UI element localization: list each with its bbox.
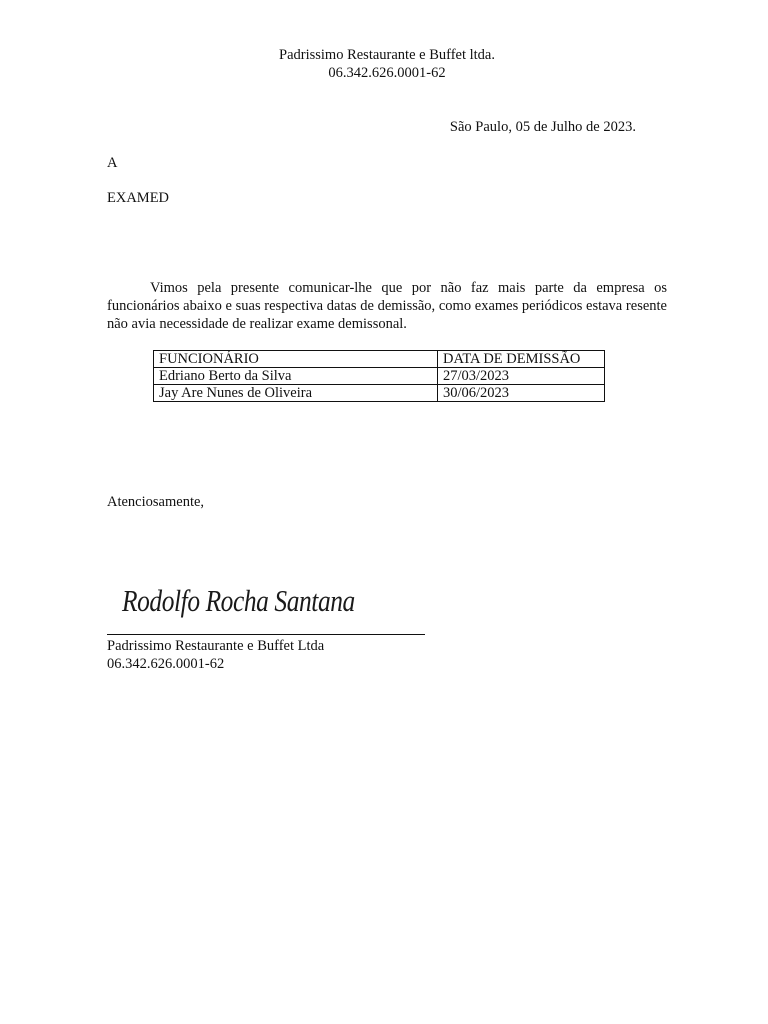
body-paragraph: Vimos pela presente comunicar-lhe que por não faz mais parte da empresa os funcionários abaixo e suas respectiva datas de demissão, como exames periódicos estava resente não avia necessidade de realizar exame demissonal. (107, 280, 667, 332)
dismissal-date: 27/03/2023 (438, 368, 605, 385)
signature: Rodolfo Rocha Santana (122, 583, 355, 618)
employee-name: Jay Are Nunes de Oliveira (154, 385, 438, 402)
signature-line (107, 634, 425, 635)
letterhead-cnpj: 06.342.626.0001-62 (328, 65, 446, 81)
letterhead-company: Padrissimo Restaurante e Buffet ltda. (279, 47, 495, 63)
recipient-name: EXAMED (107, 190, 170, 206)
dismissal-date: 30/06/2023 (438, 385, 605, 402)
employee-name: Edriano Berto da Silva (154, 368, 438, 385)
date-line: São Paulo, 05 de Julho de 2023. (449, 119, 636, 135)
table-row (154, 368, 605, 385)
recipient-prefix: A (107, 155, 118, 171)
signatory-block (107, 637, 324, 673)
employees-table (153, 350, 605, 402)
header-employee: FUNCIONÁRIO (154, 351, 438, 368)
signatory-company: Padrissimo Restaurante e Buffet Ltda (107, 638, 325, 654)
table-row (154, 385, 605, 402)
closing: Atenciosamente, (107, 494, 205, 510)
header-dismissal-date: DATA DE DEMISSÃO (438, 351, 605, 368)
signatory-cnpj: 06.342.626.0001-62 (107, 656, 225, 672)
letterhead (0, 46, 768, 82)
table-header-row (154, 351, 605, 368)
